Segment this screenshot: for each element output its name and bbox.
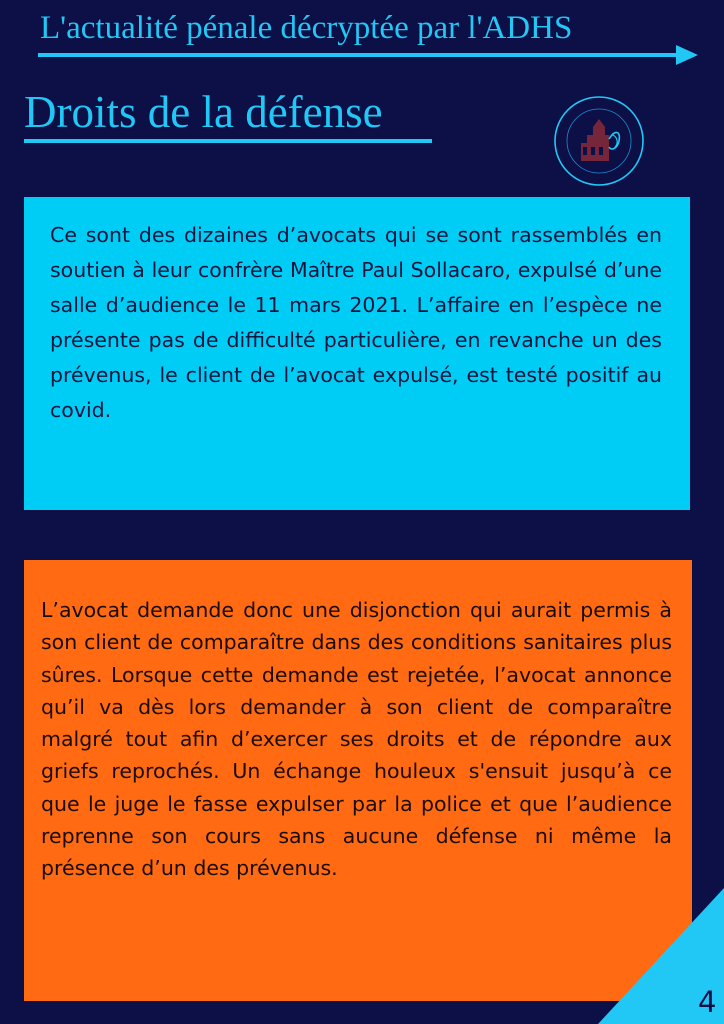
publication-title: L'actualité pénale décryptée par l'ADHS <box>40 10 573 46</box>
section-title: Droits de la défense <box>24 87 383 137</box>
association-seal-logo <box>553 95 645 187</box>
body-paragraph: L’avocat demande donc une disjonction qui aurait permis à son client de comparaître dans des conditions sanitaires plus sûres. Lorsque cette demande est rejetée, l’avocat annonce qu’il va dès lors demander à son client de comparaître malgré tout afin d’exercer ses droits et de répondre aux griefs reprochés. Un échange houleux s'ensuit jusqu’à ce que le juge le fasse expulser par la police et que l’audience reprenne son cours sans aucune défense ni même la présence d’un des prévenus. <box>24 560 692 1001</box>
intro-paragraph: Ce sont des dizaines d’avocats qui se sont rassemblés en soutien à leur confrère Maître Paul Sollacaro, expulsé d’une salle d’audience le 11 mars 2021. L’affaire en l’espèce ne présente pas de difficulté particulière, en revanche un des prévenus, le client de l’avocat expulsé, est testé positif au covid. <box>24 197 690 510</box>
section-underline <box>24 139 432 143</box>
arrow-right-icon <box>676 45 698 65</box>
page-number: 4 <box>698 985 717 1019</box>
header-underline <box>38 53 688 57</box>
